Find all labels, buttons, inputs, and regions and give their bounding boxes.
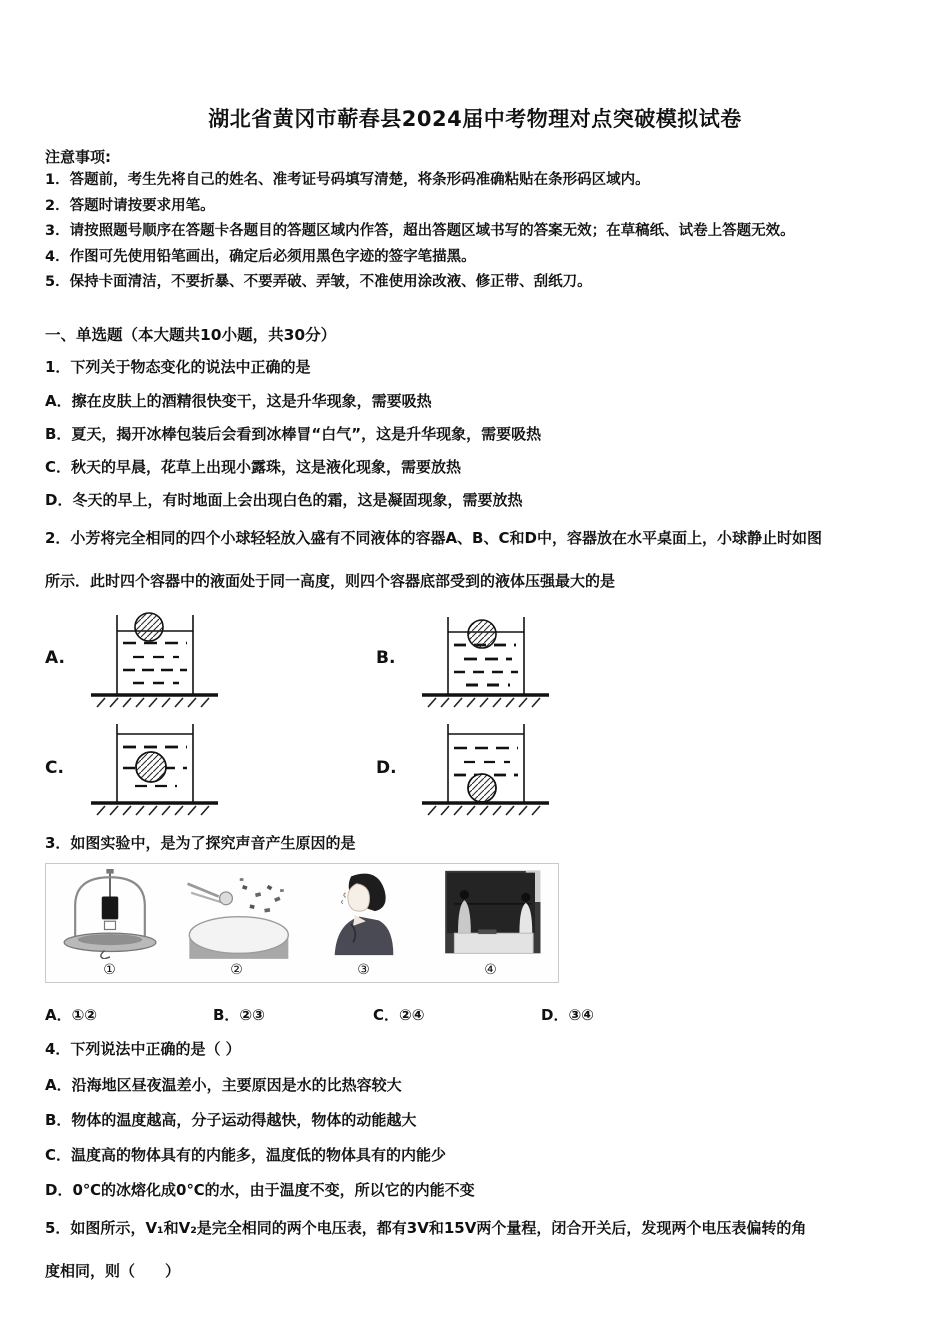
experiment-cell-2: [173, 867, 300, 980]
question-4-stem: 4．下列说法中正确的是（ ）: [45, 1039, 241, 1058]
question-3-option-a: A．①②: [45, 1005, 98, 1024]
question-3-options-row: [45, 1005, 905, 1025]
vessel-ball-floating-low-figure: [418, 607, 553, 710]
question-5-stem-line2: 度相同，则（ ）: [45, 1261, 181, 1280]
experiment-label-3: ③: [357, 961, 370, 978]
figure-label-d: D.: [376, 757, 397, 778]
figure-cell-d: [376, 718, 905, 818]
figure-cell-b: [376, 607, 905, 710]
question-1-stem: 1．下列关于物态变化的说法中正确的是: [45, 357, 311, 376]
section-heading-single-choice: 一、单选题（本大题共10小题，共30分）: [45, 325, 337, 344]
figure-cell-a: [45, 607, 376, 710]
notice-item: 2．答题时请按要求用笔。: [45, 197, 215, 214]
question-1-option-a: A．擦在皮肤上的酒精很快变干，这是升华现象，需要吸热: [45, 391, 432, 410]
notice-item: 1．答题前，考生先将自己的姓名、准考证号码填写清楚，将条形码准确粘贴在条形码区域内。: [45, 172, 650, 188]
vessel-ball-suspended-figure: [87, 718, 222, 818]
question-2-stem-line1: 2．小芳将完全相同的四个小球轻轻放入盛有不同液体的容器A、B、C和D中，容器放在水平桌面上，小球静止时如图: [45, 528, 822, 547]
figure-label-a: A.: [45, 648, 65, 668]
question-1-option-d: D．冬天的早上，有时地面上会出现白色的霜，这是凝固现象，需要放热: [45, 490, 523, 509]
vessel-ball-floating-high-figure: [87, 607, 222, 710]
question-3-stem: 3．如图实验中，是为了探究声音产生原因的是: [45, 833, 356, 852]
two-students-table-figure: [436, 867, 546, 959]
question-4-option-c: C．温度高的物体具有的内能多，温度低的物体具有的内能少: [45, 1145, 447, 1164]
question-3-figure-strip: [45, 863, 559, 983]
notice-item: 5．保持卡面清洁，不要折暴、不要弄破、弄皱，不准使用涂改液、修正带、刮纸刀。: [45, 274, 592, 290]
question-3-option-c: C．②④: [373, 1005, 425, 1024]
notices-list: [45, 168, 905, 296]
vessel-ball-sunk-figure: [418, 718, 553, 818]
figure-cell-c: [45, 718, 376, 818]
figure-label-c: C.: [45, 757, 64, 778]
question-1-option-c: C．秋天的早晨，花草上出现小露珠，这是液化现象，需要放热: [45, 457, 462, 476]
question-4-option-b: B．物体的温度越高，分子运动得越快，物体的动能越大: [45, 1110, 417, 1129]
experiment-cell-1: [46, 867, 173, 980]
notice-item: 4．作图可先使用铅笔画出，确定后必须用黑色字迹的签字笔描黑。: [45, 248, 476, 265]
question-1-option-b: B．夏天，揭开冰棒包装后会看到冰棒冒“白气”，这是升华现象，需要吸热: [45, 424, 542, 443]
question-4-option-a: A．沿海地区昼夜温差小，主要原因是水的比热容较大: [45, 1075, 402, 1094]
experiment-cell-3: [300, 867, 427, 980]
person-touching-throat-figure: [309, 867, 419, 959]
bell-jar-vacuum-figure: [55, 867, 165, 959]
question-2-figures: [45, 607, 905, 818]
page-title: 湖北省黄冈市蕲春县2024届中考物理对点突破模拟试卷: [208, 107, 742, 131]
question-5-stem-line1: 5．如图所示，V₁和V₂是完全相同的两个电压表，都有3V和15V两个量程，闭合开关后，发现两个电压表偏转的角: [45, 1218, 807, 1237]
figure-label-b: B.: [376, 648, 396, 668]
question-4-option-d: D．0℃的冰熔化成0℃的水，由于温度不变，所以它的内能不变: [45, 1180, 475, 1199]
experiment-label-2: ②: [230, 961, 243, 978]
question-3-option-b: B．②③: [213, 1005, 265, 1024]
notices-heading: 注意事项:: [45, 148, 111, 166]
question-2-stem-line2: 所示．此时四个容器中的液面处于同一高度，则四个容器底部受到的液体压强最大的是: [45, 571, 616, 590]
experiment-cell-4: [427, 867, 554, 980]
notice-item: 3．请按照题号顺序在答题卡各题目的答题区域内作答，超出答题区域书写的答案无效；在草稿纸、试卷上答题无效。: [45, 223, 795, 239]
experiment-label-1: ①: [103, 961, 116, 978]
drum-with-paper-bits-figure: [182, 867, 292, 959]
experiment-label-4: ④: [484, 961, 497, 978]
question-3-option-d: D．③④: [541, 1005, 594, 1024]
